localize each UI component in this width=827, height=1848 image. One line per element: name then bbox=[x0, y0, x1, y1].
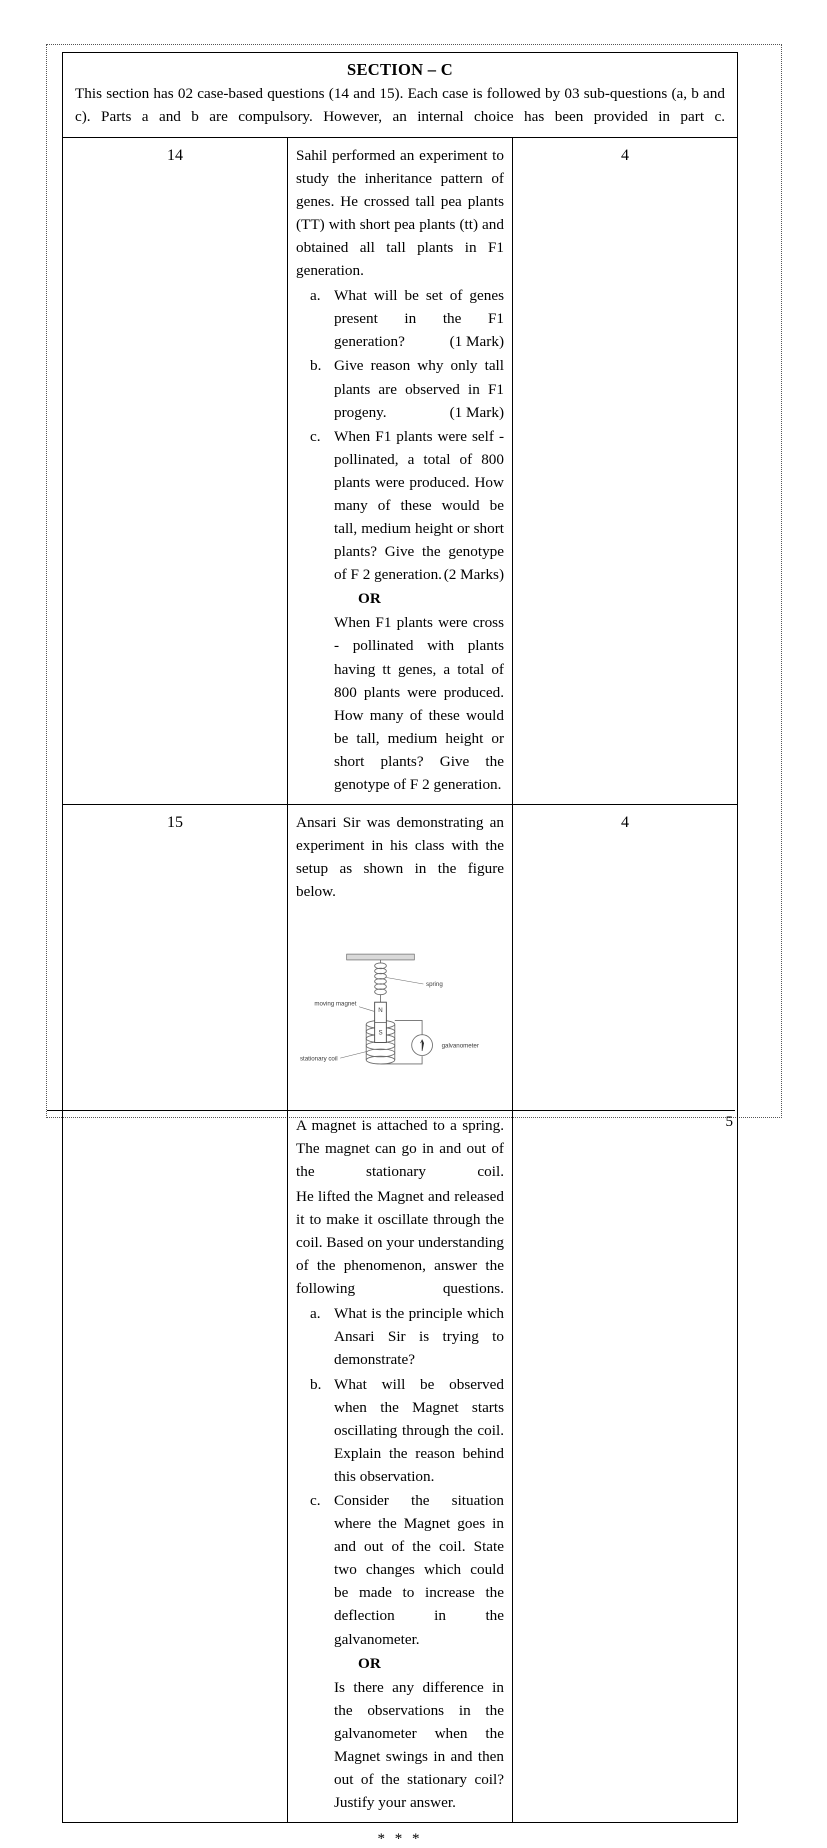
table-row bbox=[63, 137, 738, 805]
subquestion-marker: a. bbox=[310, 1305, 321, 1323]
exam-paper-sheet bbox=[62, 52, 738, 1848]
end-of-section-marker: * * * bbox=[377, 1831, 423, 1848]
subquestion-marks: (1 Mark) bbox=[449, 403, 504, 421]
section-header-row bbox=[63, 53, 738, 138]
question-15-marks: 4 bbox=[513, 805, 738, 1823]
question-15-paragraph-2: He lifted the Magnet and released it to make it oscillate through the coil. Based on your understanding of the phenomenon, answer the following questions. bbox=[296, 1187, 504, 1298]
list-item bbox=[296, 354, 504, 423]
galvanometer-icon bbox=[412, 1034, 433, 1055]
stationary-coil-label: stationary coil bbox=[299, 1055, 338, 1063]
section-description: This section has 02 case-based questions (14 and 15). Each case is followed by 03 sub-questions (a, b and c). Parts a and b are compulsory. However, an internal choice has been provided in part c. bbox=[75, 85, 725, 125]
subquestion-marks: (1 Mark) bbox=[449, 333, 504, 351]
question-15-paragraph-1: A magnet is attached to a spring. The magnet can go in and out of the stationary coil. bbox=[296, 1116, 504, 1180]
list-item bbox=[296, 1373, 504, 1488]
question-14-or-text: When F1 plants were cross - pollinated with plants having tt genes, a total of 800 plants were produced. How many of these would be tall, medium height or short plants? Give the genotype of F 2 generation. bbox=[334, 614, 504, 794]
question-15-intro: Ansari Sir was demonstrating an experiment in his class with the setup as shown in the figure below. bbox=[296, 814, 504, 901]
subquestion-text: When F1 plants were self - pollinated, a total of 800 plants were produced. How many of these would be tall, medium height or short plants? Give the genotype of F 2 generation. bbox=[334, 427, 504, 584]
subquestion-text: Consider the situation where the Magnet goes in and out of the coil. State two changes which could be made to increase the deflection in the galvanometer. bbox=[334, 1492, 504, 1648]
question-body-15 bbox=[288, 805, 513, 1823]
list-item bbox=[296, 1302, 504, 1371]
questions-table bbox=[62, 52, 738, 1823]
question-15-or-text: Is there any difference in the observations in the galvanometer when the Magnet swings in and then out of the stationary coil? Justify your answer. bbox=[334, 1678, 504, 1812]
question-15-subquestions bbox=[296, 1302, 504, 1650]
section-header-cell bbox=[63, 53, 738, 138]
spring-label: spring bbox=[426, 980, 443, 988]
magnet-north-pole-label: N bbox=[378, 1006, 383, 1014]
question-15-or-label: OR bbox=[358, 1654, 381, 1672]
support-bar bbox=[347, 954, 415, 960]
section-title: SECTION – C bbox=[347, 60, 453, 79]
page-footer bbox=[47, 1110, 735, 1131]
magnet-south-pole-label: S bbox=[378, 1029, 383, 1037]
question-body-14 bbox=[288, 137, 513, 805]
subquestion-text: What is the principle which Ansari Sir is trying to demonstrate? bbox=[334, 1305, 504, 1369]
list-item bbox=[296, 284, 504, 353]
question-number-15: 15 bbox=[63, 805, 288, 1823]
question-number-14: 14 bbox=[63, 137, 288, 805]
subquestion-marker: c. bbox=[310, 1492, 321, 1509]
page-number: 5 bbox=[725, 1114, 733, 1130]
question-14-subquestions bbox=[296, 284, 504, 586]
subquestion-marks: (2 Marks) bbox=[443, 566, 504, 584]
galvanometer-label: galvanometer bbox=[441, 1042, 479, 1050]
subquestion-marker: c. bbox=[310, 427, 321, 445]
list-item bbox=[296, 425, 504, 587]
question-14-intro: Sahil performed an experiment to study the inheritance pattern of genes. He crossed tall pea plants (TT) with short pea plants (tt) and obtained all tall plants in F1 generation. bbox=[296, 146, 504, 280]
question-14-or-label: OR bbox=[358, 590, 381, 608]
subquestion-marker: a. bbox=[310, 287, 321, 305]
subquestion-text: What will be set of genes present in the F1 generation? bbox=[334, 287, 504, 351]
question-14-marks: 4 bbox=[513, 137, 738, 805]
magnet-spring-coil-diagram bbox=[296, 916, 504, 1104]
experiment-setup-figure bbox=[296, 916, 504, 1104]
subquestion-text: What will be observed when the Magnet starts oscillating through the coil. Explain the reason behind this observation. bbox=[334, 1375, 504, 1485]
subquestion-marker: b. bbox=[310, 1375, 322, 1393]
spring-icon bbox=[375, 959, 387, 1001]
subquestion-marker: b. bbox=[310, 357, 322, 375]
table-row bbox=[63, 805, 738, 1823]
moving-magnet-label: moving magnet bbox=[314, 999, 357, 1007]
list-item bbox=[296, 1489, 504, 1651]
subquestion-text: Give reason why only tall plants are observed in F1 progeny. bbox=[334, 357, 504, 421]
moving-magnet-icon bbox=[375, 1002, 387, 1042]
